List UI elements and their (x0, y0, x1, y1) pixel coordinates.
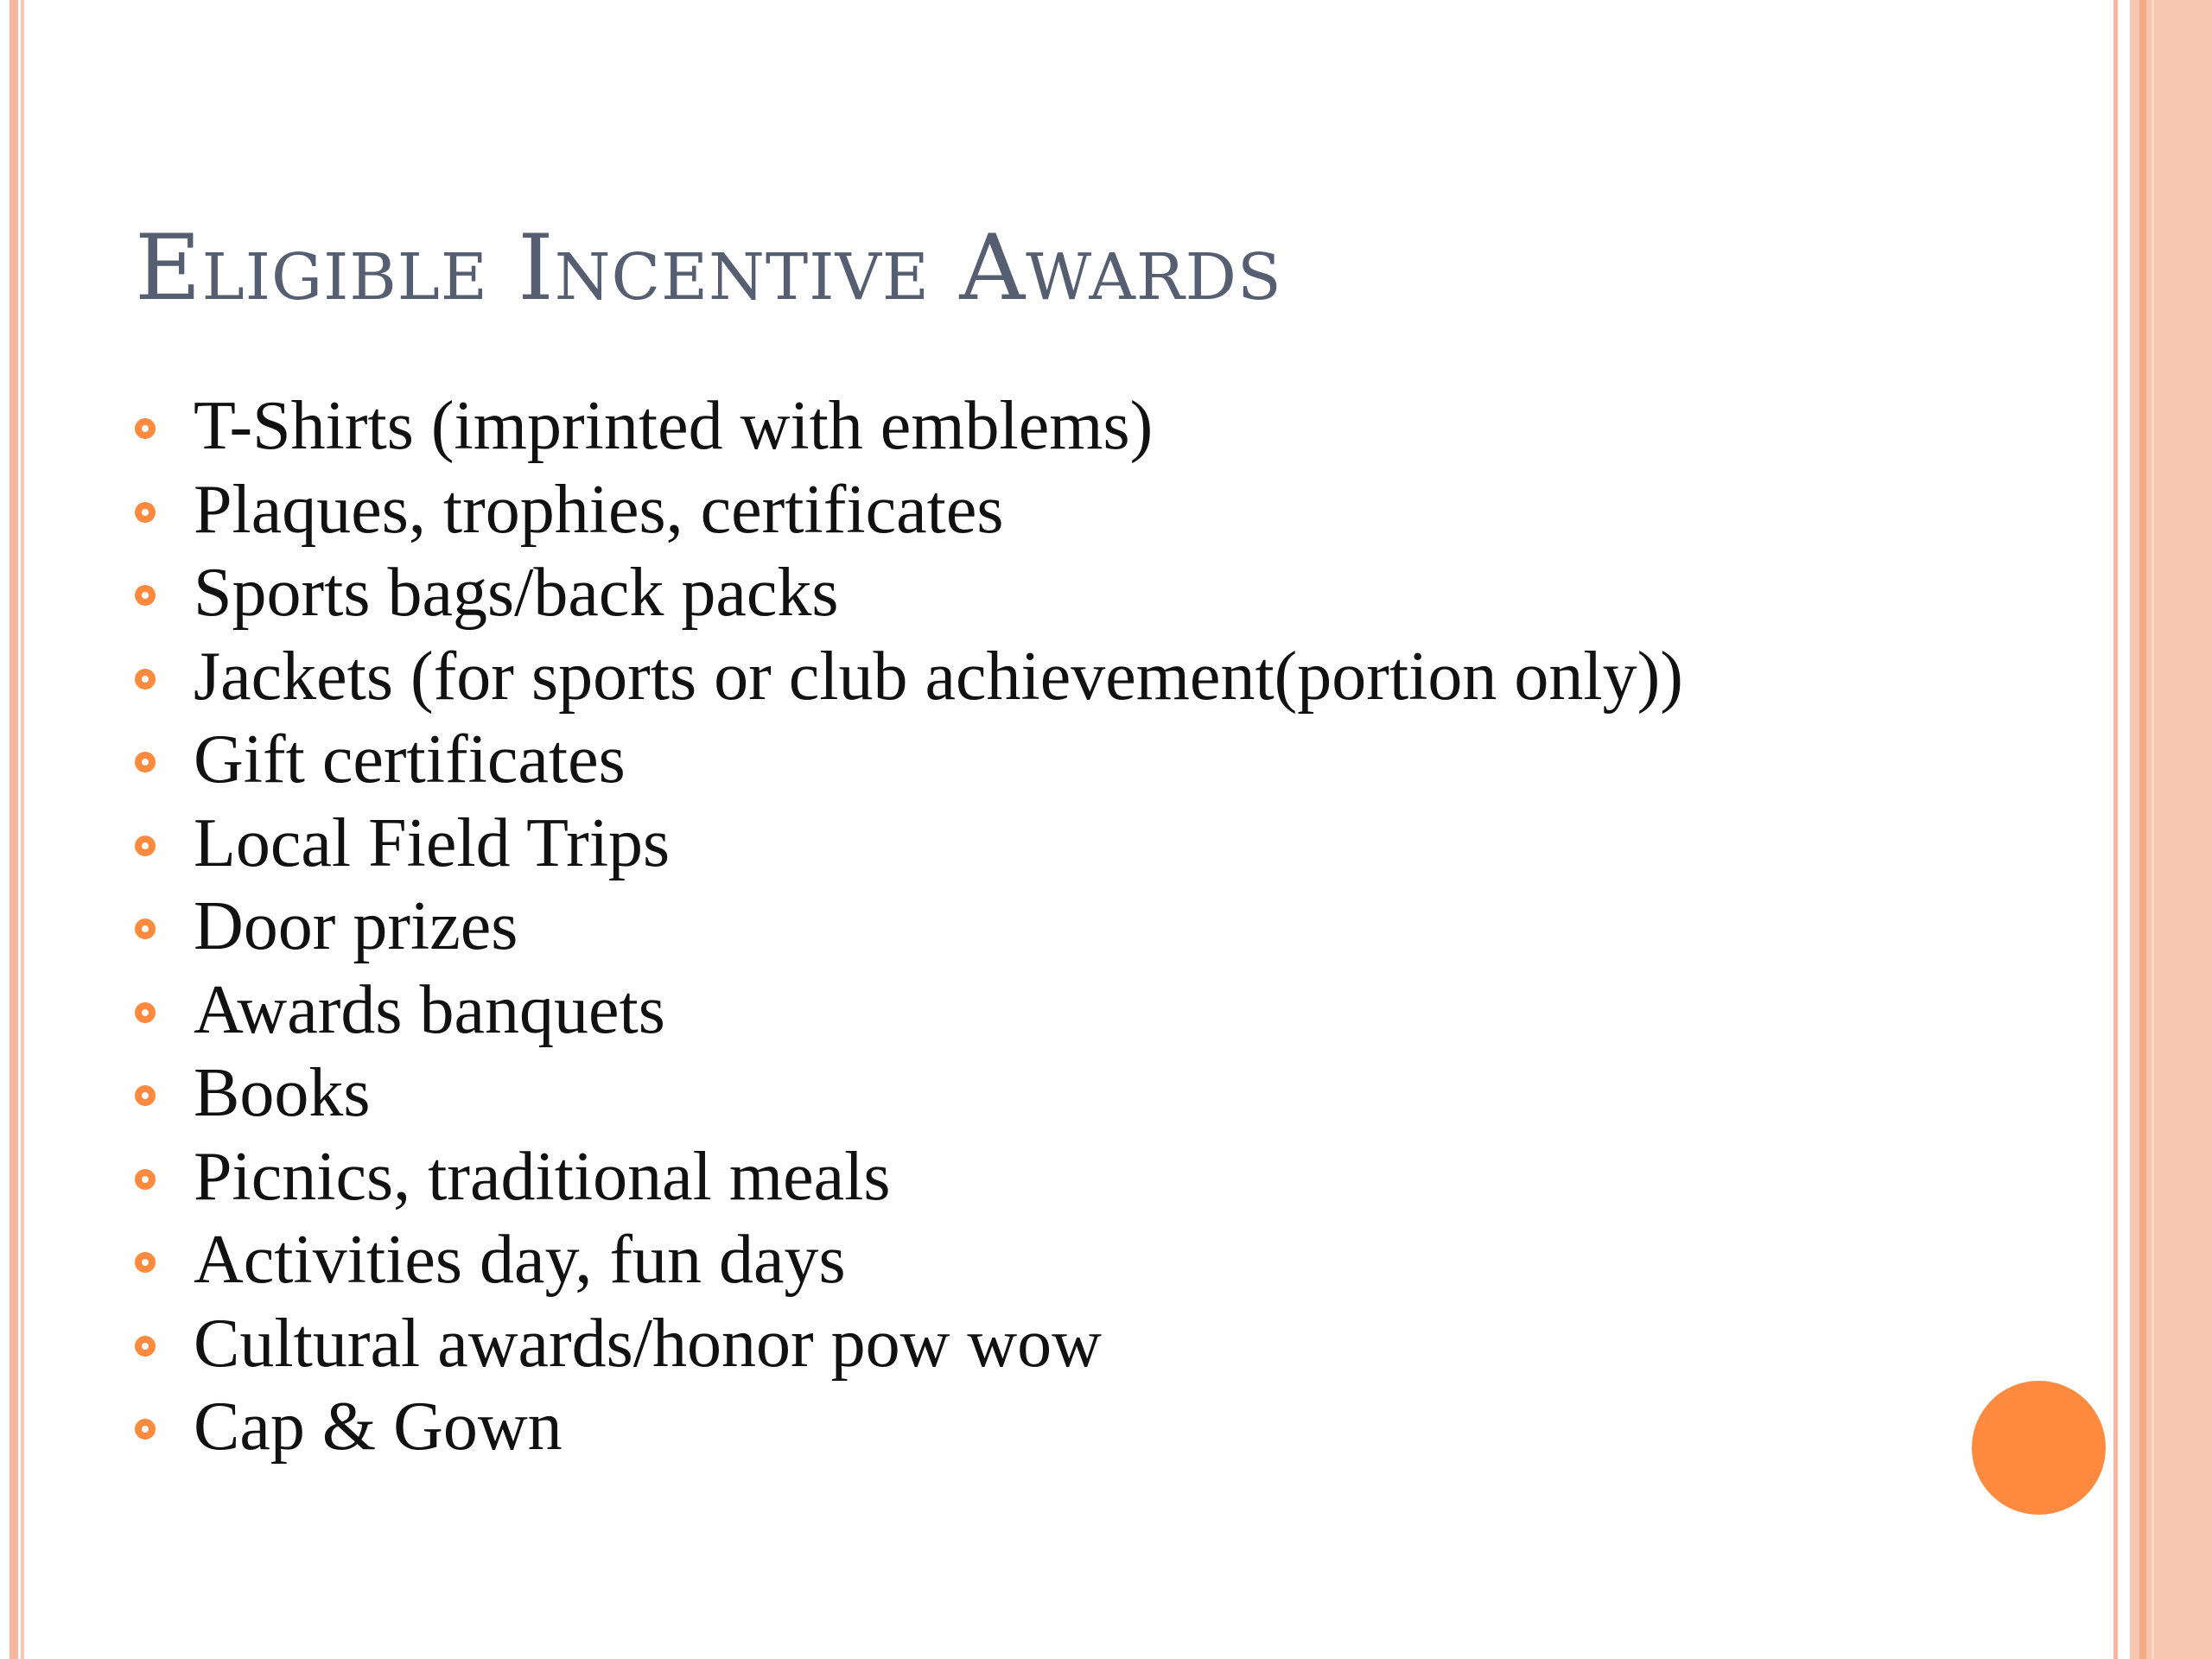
list-item (135, 1302, 1683, 1386)
circle-bullet-icon (135, 1336, 156, 1357)
list-item (135, 718, 1683, 802)
circle-bullet-icon (135, 669, 156, 690)
circle-bullet-icon (135, 502, 156, 523)
list-item-text: Activities day, fun days (194, 1222, 846, 1299)
circle-bullet-icon (135, 1252, 156, 1273)
right-border-line (2113, 0, 2118, 1659)
list-item (135, 1135, 1683, 1219)
list-item (135, 385, 1683, 468)
list-item (135, 635, 1683, 719)
list-item (135, 1385, 1683, 1469)
left-border-stripe (10, 0, 18, 1659)
list-item (135, 1052, 1683, 1135)
circle-bullet-icon (135, 1002, 156, 1023)
award-list (135, 385, 1683, 1469)
list-item (135, 969, 1683, 1052)
list-item (135, 802, 1683, 886)
list-item-text: Door prizes (194, 888, 518, 965)
list-item-text: Local Field Trips (194, 804, 671, 881)
circle-bullet-icon (135, 1169, 156, 1190)
right-border-stripe (2139, 0, 2146, 1659)
circle-bullet-icon (135, 418, 156, 439)
list-item-text: Books (194, 1055, 371, 1132)
circle-bullet-icon (135, 752, 156, 772)
circle-bullet-icon (135, 1085, 156, 1106)
list-item-text: T-Shirts (imprinted with emblems) (194, 388, 1154, 465)
list-item-text: Cultural awards/honor pow wow (194, 1305, 1102, 1382)
circle-bullet-icon (135, 585, 156, 606)
list-item (135, 551, 1683, 635)
list-item (135, 468, 1683, 552)
circle-bullet-icon (135, 1419, 156, 1440)
list-item-text: Cap & Gown (194, 1389, 563, 1465)
list-item-text: Gift certificates (194, 721, 626, 798)
list-item (135, 885, 1683, 969)
list-item-text: Picnics, traditional meals (194, 1138, 891, 1215)
slide-title: Eligible Incentive Awards (135, 215, 1282, 321)
right-border-highlight (2152, 0, 2154, 1659)
orange-circle-decoration (1972, 1381, 2106, 1515)
circle-bullet-icon (135, 836, 156, 856)
list-item-text: Awards banquets (194, 971, 665, 1048)
list-item-text: Plaques, trophies, certificates (194, 471, 1004, 548)
left-border-line (21, 0, 24, 1659)
list-item-text: Sports bags/back packs (194, 555, 839, 632)
list-item-text: Jackets (for sports or club achievement(portion only)) (194, 638, 1683, 715)
list-item (135, 1218, 1683, 1302)
circle-bullet-icon (135, 918, 156, 939)
